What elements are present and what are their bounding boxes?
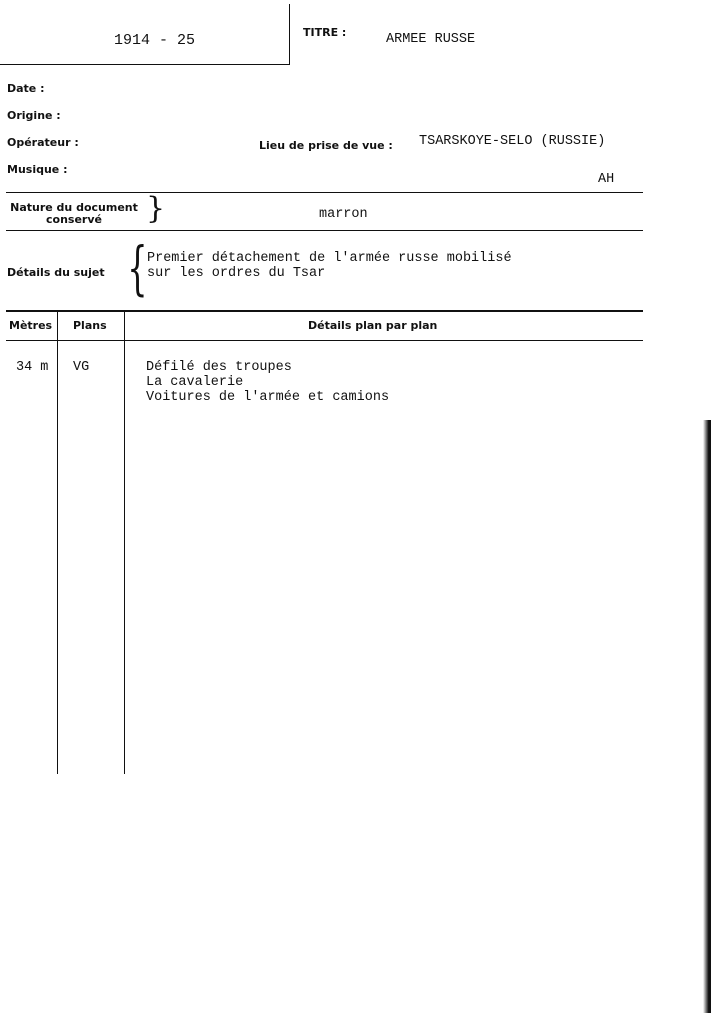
header-box-right-border	[289, 4, 290, 65]
header-box-bottom-border	[0, 64, 290, 65]
column-header-metres: Mètres	[9, 319, 53, 332]
scan-edge-shadow	[703, 420, 711, 1013]
subject-brace: {	[127, 234, 148, 302]
row-detail-line-1: Défilé des troupes	[146, 360, 292, 375]
subject-label: Détails du sujet	[7, 266, 105, 279]
music-label: Musique :	[7, 163, 68, 176]
column-header-plans: Plans	[73, 319, 107, 332]
row-detail-line-3: Voitures de l'armée et camions	[146, 390, 390, 405]
nature-value: marron	[319, 207, 368, 222]
subject-lines	[147, 251, 512, 281]
subject-line-1: Premier détachement de l'armée russe mobilisé	[147, 251, 512, 266]
operator-label: Opérateur :	[7, 136, 79, 149]
nature-label-line2: conservé	[46, 213, 102, 226]
column-header-details: Détails plan par plan	[308, 319, 438, 332]
row-detail-line-2: La cavalerie	[146, 375, 244, 390]
title-label: TITRE :	[303, 26, 347, 39]
reference-number: 1914 - 25	[114, 32, 196, 49]
table-header-rule	[6, 340, 643, 341]
nature-brace: }	[146, 191, 166, 226]
origin-label: Origine :	[7, 109, 61, 122]
title-value: ARMEE RUSSE	[386, 32, 476, 47]
initials: AH	[598, 172, 615, 187]
nature-top-rule	[6, 192, 643, 193]
location-label: Lieu de prise de vue :	[259, 139, 393, 152]
nature-label	[7, 202, 141, 226]
nature-label-line1: Nature du document	[10, 201, 138, 214]
row-details	[146, 360, 389, 405]
table-top-rule	[6, 310, 643, 312]
subject-line-2: sur les ordres du Tsar	[147, 266, 326, 281]
column-divider-2	[124, 311, 125, 774]
row-metres: 34 m	[16, 360, 49, 375]
location-value: TSARSKOYE-SELO (RUSSIE)	[419, 134, 606, 149]
nature-bottom-rule	[6, 230, 643, 231]
column-divider-1	[57, 311, 58, 774]
row-plan: VG	[73, 360, 90, 375]
date-label: Date :	[7, 82, 45, 95]
